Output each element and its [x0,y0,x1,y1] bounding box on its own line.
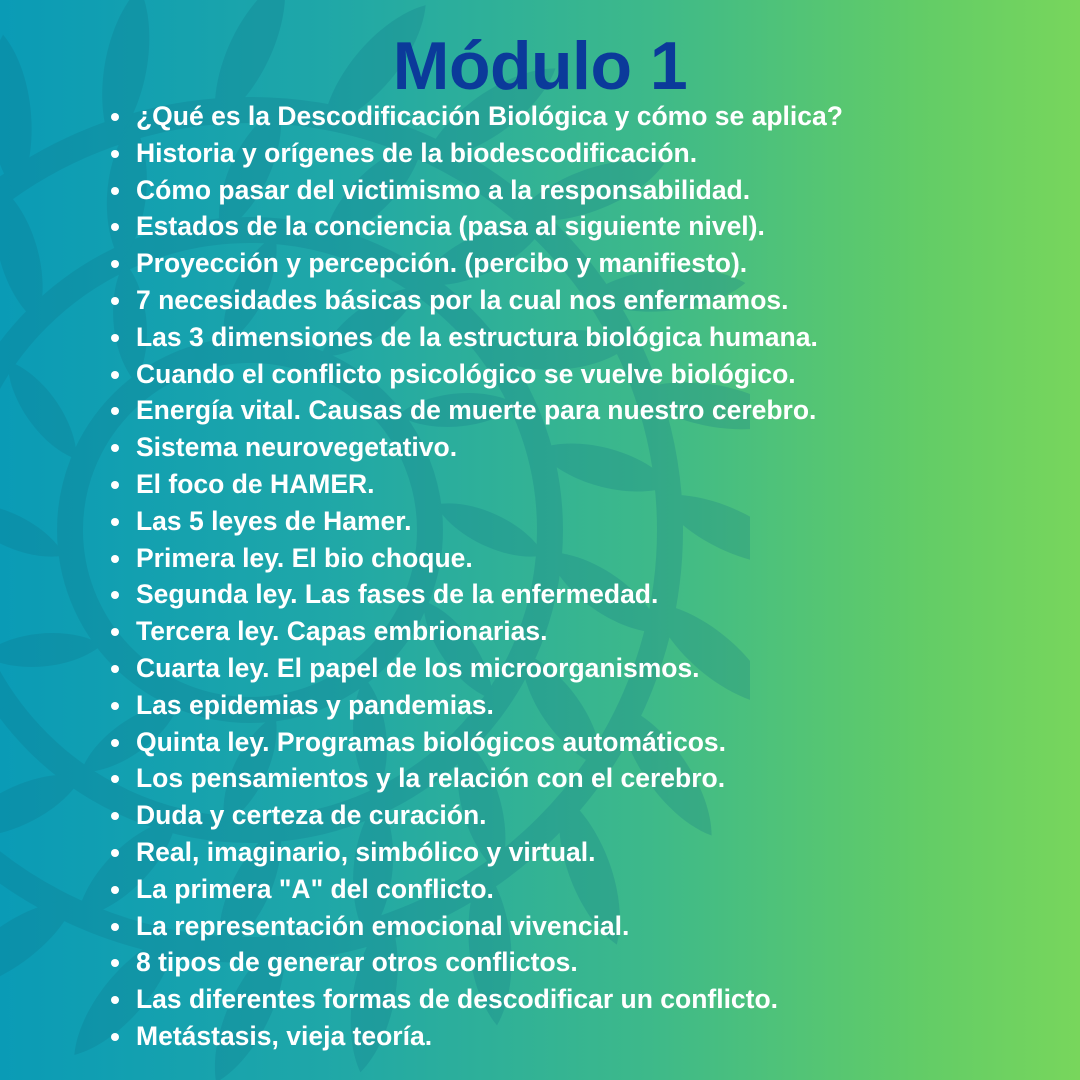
bullet-icon [111,113,119,121]
bullet-icon [111,481,119,489]
topic-text: La representación emocional vivencial. [136,910,630,941]
topic-text: Tercera ley. Capas embrionarias. [136,616,548,647]
topic-text: Energía vital. Causas de muerte para nuestro cerebro. [136,395,817,426]
topic-item [108,908,843,945]
topic-text: Quinta ley. Programas biológicos automáticos. [136,726,727,757]
topic-item [108,429,843,466]
topic-text: Metástasis, vieja teoría. [136,1020,433,1051]
leaf-shape [0,628,103,671]
topic-text: Segunda ley. Las fases de la enfermedad. [136,579,659,610]
bullet-icon [111,923,119,931]
bullet-icon [111,444,119,452]
topic-text: Los pensamientos y la relación con el cerebro. [136,763,726,794]
topic-text: Real, imaginario, simbólico y virtual. [136,836,596,867]
bullet-icon [111,407,119,415]
bullet-icon [111,150,119,158]
topic-text: 8 tipos de generar otros conflictos. [136,947,578,978]
topic-text: Cómo pasar del victimismo a la responsabilidad. [136,174,751,205]
bullet-icon [111,187,119,195]
topic-item [108,540,843,577]
bullet-icon [111,886,119,894]
topic-text: El foco de HAMER. [136,468,375,499]
topic-item [108,282,843,319]
topic-item [108,503,843,540]
bullet-icon [111,739,119,747]
topic-item [108,613,843,650]
bullet-icon [111,1033,119,1041]
bullet-icon [111,665,119,673]
topic-text: Primera ley. El bio choque. [136,542,473,573]
topic-item [108,135,843,172]
bullet-icon [111,223,119,231]
topic-text: Historia y orígenes de la biodescodificación. [136,137,698,168]
bullet-icon [111,812,119,820]
topic-item [108,98,843,135]
topic-text: Sistema neurovegetativo. [136,432,458,463]
topic-item [108,760,843,797]
topic-text: Las 5 leyes de Hamer. [136,505,412,536]
topic-text: La primera "A" del conflicto. [136,873,494,904]
topic-item [108,208,843,245]
topic-item [108,871,843,908]
bullet-icon [111,996,119,1004]
bullet-icon [111,591,119,599]
topic-item [108,687,843,724]
topic-text: Las diferentes formas de descodificar un conflicto. [136,984,779,1015]
topic-item [108,724,843,761]
bullet-icon [111,334,119,342]
topic-item [108,834,843,871]
topic-item [108,466,843,503]
bullet-icon [111,371,119,379]
topic-item [108,981,843,1018]
module-title: Módulo 1 [392,28,688,104]
topic-item [108,245,843,282]
topic-text: 7 necesidades básicas por la cual nos enfermamos. [136,284,789,315]
bullet-icon [111,628,119,636]
bullet-icon [111,260,119,268]
topic-item [108,650,843,687]
topic-text: Estados de la conciencia (pasa al siguiente nivel). [136,211,765,242]
topic-item [108,172,843,209]
bullet-icon [111,555,119,563]
topic-item [108,1018,843,1055]
topic-item [108,356,843,393]
topic-list [108,98,843,1055]
bullet-icon [111,297,119,305]
topic-item [108,944,843,981]
bullet-icon [111,702,119,710]
bullet-icon [111,959,119,967]
topic-text: Cuarta ley. El papel de los microorganismos. [136,652,700,683]
bullet-icon [111,775,119,783]
topic-item [108,797,843,834]
topic-item [108,392,843,429]
topic-text: Las 3 dimensiones de la estructura biológica humana. [136,321,818,352]
topic-text: ¿Qué es la Descodificación Biológica y cómo se aplica? [136,101,843,131]
topic-item [108,576,843,613]
topic-text: Duda y certeza de curación. [136,800,487,831]
topic-text: Proyección y percepción. (percibo y manifiesto). [136,248,748,279]
topic-item [108,319,843,356]
bullet-icon [111,849,119,857]
topic-text: Cuando el conflicto psicológico se vuelve biológico. [136,358,796,389]
topic-text: Las epidemias y pandemias. [136,689,494,720]
bullet-icon [111,518,119,526]
